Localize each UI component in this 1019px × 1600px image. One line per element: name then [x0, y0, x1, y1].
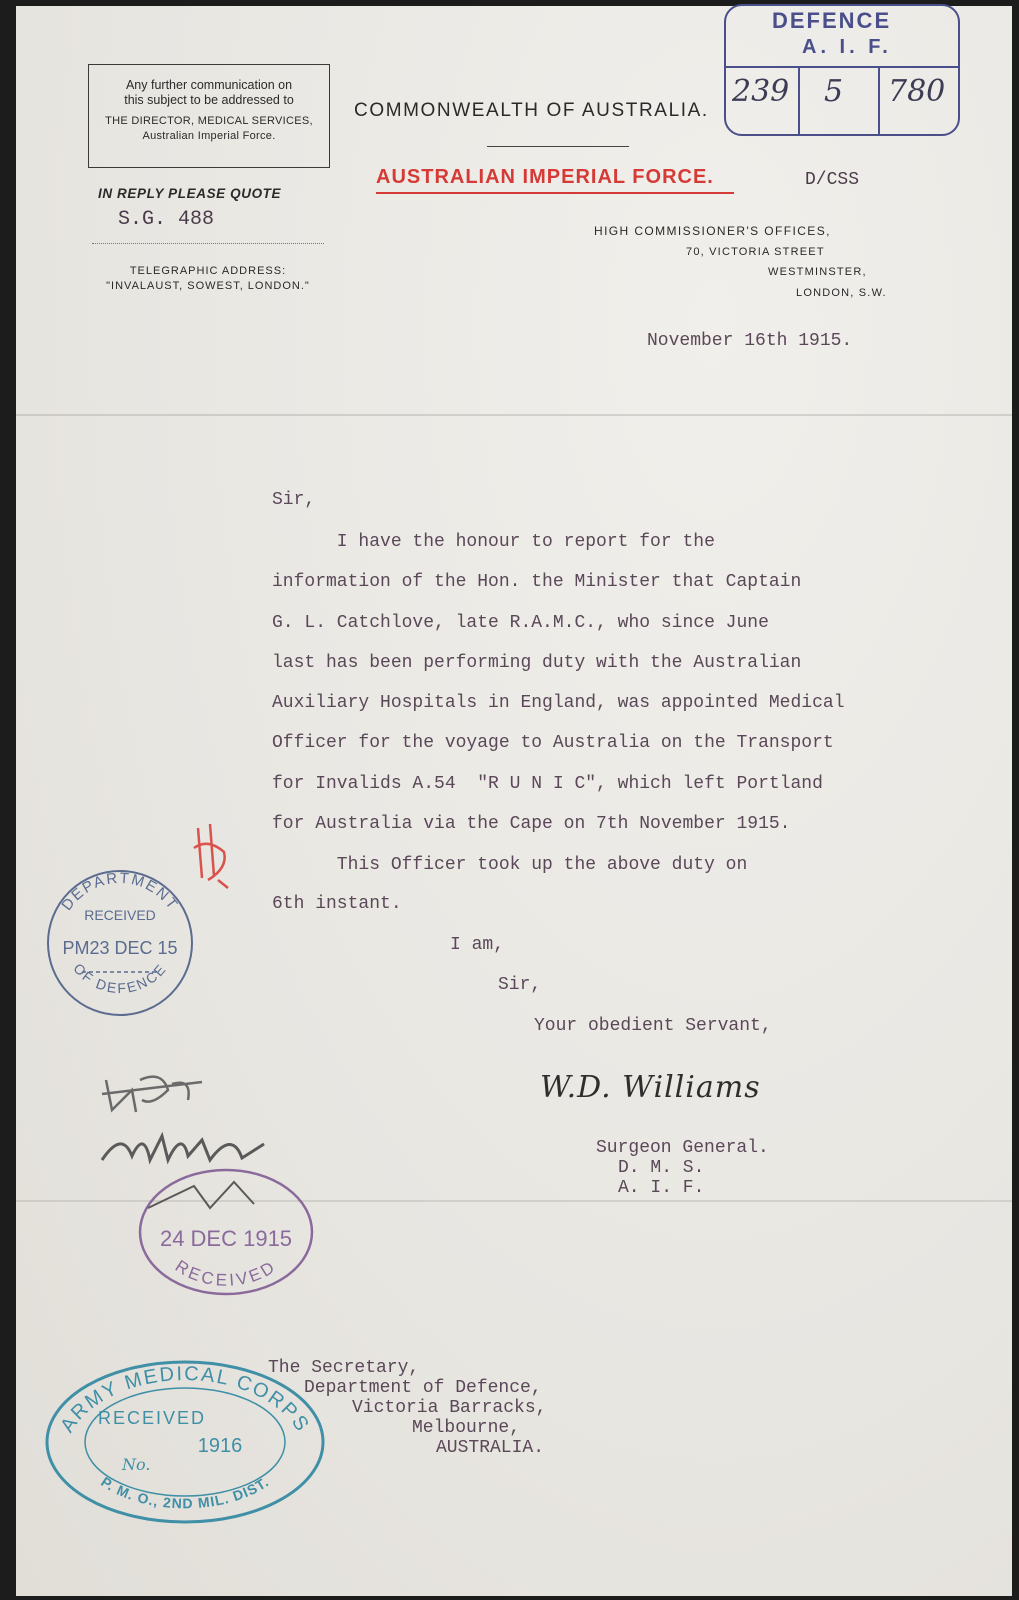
telegraphic-value: "INVALAUST, SOWEST, LONDON." — [106, 280, 310, 292]
notice-line: Australian Imperial Force. — [142, 130, 276, 142]
reference-dotted-line — [92, 243, 324, 244]
stamp-subtitle: A. I. F. — [802, 36, 892, 58]
recipient-line: Department of Defence, — [304, 1378, 542, 1398]
svg-text:P. M. O., 2ND MIL. DIST. — [98, 1473, 272, 1511]
body-line: last has been performing duty with the Australian — [272, 653, 802, 673]
fold-line — [16, 414, 1012, 416]
signature: W.D. Williams — [540, 1070, 761, 1105]
body-line: G. L. Catchlove, late R.A.M.C., who since June — [272, 613, 769, 633]
recipient-line: Victoria Barracks, — [352, 1398, 547, 1418]
stamp-arc-text: DEPARTMENT — [58, 869, 182, 914]
dept-defence-received-stamp — [42, 868, 198, 1018]
stamp-date: 24 DEC 1915 — [159, 1226, 293, 1251]
body-line: I have the honour to report for the — [272, 532, 715, 552]
stamp-divider — [878, 66, 880, 134]
file-code: D/CSS — [805, 170, 860, 190]
closing-line: I am, — [450, 935, 505, 955]
defence-aif-stamp — [724, 4, 960, 136]
notice-line: this subject to be addressed to — [124, 93, 294, 107]
recipient-line: Melbourne, — [412, 1418, 521, 1438]
stamp-number-label: No. — [122, 1455, 151, 1474]
stamp-text: RECEIVED — [97, 1408, 207, 1428]
letterhead-rule — [487, 146, 629, 147]
address-line: LONDON, S.W. — [796, 287, 887, 299]
signatory-title: A. I. F. — [618, 1178, 705, 1198]
notice-line: Any further communication on — [125, 78, 293, 92]
telegraphic-address — [88, 264, 328, 294]
correspondence-notice — [88, 64, 330, 168]
telegraphic-label: TELEGRAPHIC ADDRESS: — [129, 265, 287, 277]
stamp-number: 5 — [824, 74, 844, 109]
reference-number: S.G. 488 — [118, 208, 215, 231]
signatory-title: D. M. S. — [618, 1158, 705, 1178]
stamp-arc-text: RECEIVED — [171, 1256, 281, 1290]
svg-text:OF DEFENCE — [70, 960, 169, 996]
salutation: Sir, — [272, 490, 316, 510]
signatory-title: Surgeon General. — [596, 1138, 769, 1158]
office-name: HIGH COMMISSIONER'S OFFICES, — [594, 224, 831, 238]
stamp-arc-text: P. M. O., 2ND MIL. DIST. — [98, 1473, 272, 1512]
stamp-number: 239 — [732, 74, 790, 109]
recipient-line: The Secretary, — [268, 1358, 420, 1378]
letterhead-country: COMMONWEALTH OF AUSTRALIA. — [354, 100, 709, 121]
letter-date: November 16th 1915. — [647, 331, 853, 351]
body-line: for Australia via the Cape on 7th November 1915. — [272, 814, 791, 834]
stamp-arc-text: OF DEFENCE — [70, 960, 170, 997]
force-underline — [376, 192, 734, 194]
stamp-title: DEFENCE — [772, 8, 892, 33]
body-line: for Invalids A.54 "R U N I C", which left Portland — [272, 774, 823, 794]
body-line: 6th instant. — [272, 894, 402, 914]
recipient-line: AUSTRALIA. — [436, 1438, 545, 1458]
body-line: Officer for the voyage to Australia on the Transport — [272, 733, 834, 753]
purple-received-stamp — [134, 1162, 318, 1302]
svg-text:RECEIVED — [172, 1256, 280, 1289]
army-medical-corps-stamp — [40, 1352, 330, 1528]
stamp-arc-text: ARMY MEDICAL CORPS — [56, 1362, 314, 1437]
stamp-date: PM23 DEC 15 — [62, 938, 178, 958]
stamp-year: 1916 — [197, 1435, 243, 1457]
closing-line: Your obedient Servant, — [534, 1016, 772, 1036]
body-line: Auxiliary Hospitals in England, was appointed Medical — [272, 693, 845, 713]
closing-line: Sir, — [498, 975, 542, 995]
stamp-text: RECEIVED — [84, 907, 156, 923]
address-line: WESTMINSTER, — [768, 266, 867, 278]
reply-quote-label: IN REPLY PLEASE QUOTE — [98, 186, 282, 201]
stamp-number: 780 — [888, 74, 946, 109]
body-line: This Officer took up the above duty on — [272, 855, 748, 875]
address-line: 70, VICTORIA STREET — [686, 246, 825, 258]
letterhead-force: AUSTRALIAN IMPERIAL FORCE. — [376, 166, 714, 188]
stamp-divider — [798, 66, 800, 134]
notice-line: THE DIRECTOR, MEDICAL SERVICES, — [105, 115, 313, 127]
body-line: information of the Hon. the Minister that Captain — [272, 572, 802, 592]
